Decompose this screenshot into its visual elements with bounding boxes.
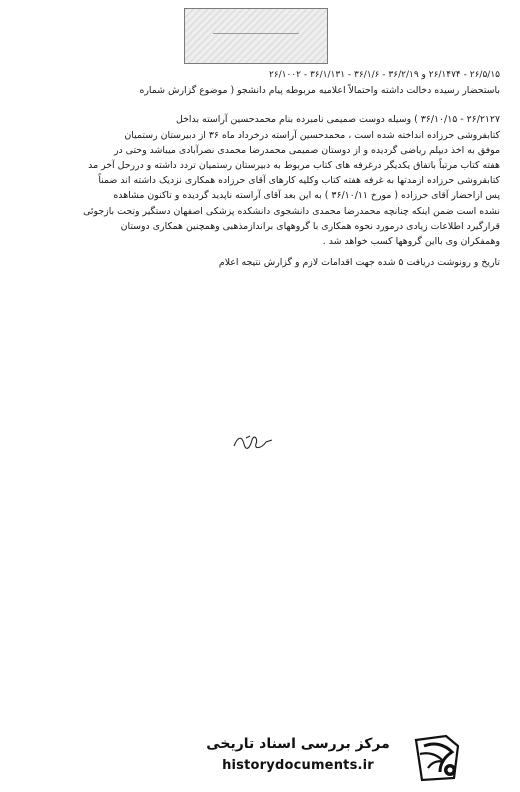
document-roll-logo-icon: [410, 732, 468, 784]
footer-org-name: مرکز بررسی اسناد تاریخی: [206, 736, 390, 752]
text-line: قرارگیرد اطلاعات زیادی درمورد نحوه همکاری با گروههای براندازمذهبی وهمچنین همکاری دوستان: [120, 220, 500, 232]
footer-text-block: [198, 736, 398, 773]
paragraph-closing: [18, 255, 500, 270]
text-line: نشده است ضمن اینکه چنانچه محمدرضا محمدی دانشجوی دانشکده پزشکی اصفهان دستگیر وتحت بازجوئی: [83, 205, 500, 217]
footer-url[interactable]: historydocuments.ir: [222, 758, 374, 773]
archive-footer: [208, 732, 478, 784]
text-line: تاریخ و رونوشت دریافت ۵ شده جهت اقدامات لازم و گزارش نتیجه اعلام: [218, 257, 500, 269]
text-line: وهمفکران وی بااین گروهها کسب خواهد شد .: [322, 236, 500, 248]
text-line: کتابفروشی حرزاده ازمدتها به غرفه هفته کتاب وکلیه کارهای آقای حرزاده همکاری نزدیک داشته اند ضمناً: [98, 175, 500, 187]
text-line: باستحضار رسیده دخالت داشته واحتمالاً اعلامیه مربوطه پیام دانشجو ( موضوع گزارش شماره: [139, 85, 500, 97]
text-line: موفق به اخذ دیپلم ریاضی گردیده و از دوستان صمیمی محمدرضا محمدی نصرآبادی میباشد وحتی در: [113, 144, 500, 156]
header-stamp-box: [184, 8, 328, 64]
text-line: کتابفروشی حرزاده انداخته شده است ، محمدحسین آراسته درخرداد ماه ۳۶ از دبیرستان رستمیان: [124, 129, 500, 141]
text-line: پس ازاحضار آقای حرزاده ( مورخ ۳۶/۱۰/۱۱ ) به این بعد آقای آراسته ناپدید گردیده و تاکنون مشاهده: [113, 190, 500, 202]
text-line: ۲۶/۲۱۲۷ - ۳۶/۱۰/۱۵ ) وسیله دوست صمیمی نامبرده بنام محمدحسین آراسته بداخل: [176, 114, 500, 126]
reference-numbers-line: ۲۶/۵/۱۵ - ۲۶/۱۴۷۴ و ۳۶/۲/۱۹ - ۳۶/۱/۶ - ۳۶/۱/۱۳۱ - ۲۶/۱۰۰۲: [268, 70, 500, 80]
text-line: هفته کتاب مرتباً باتفاق یکدیگر درغرفه های کتاب مربوط به دبیرستان رستمیان تردد داشته و دررحل آخر مد: [88, 160, 500, 172]
handwritten-signature: [232, 432, 274, 452]
paragraph-main: [18, 112, 500, 249]
document-body: [18, 68, 500, 270]
